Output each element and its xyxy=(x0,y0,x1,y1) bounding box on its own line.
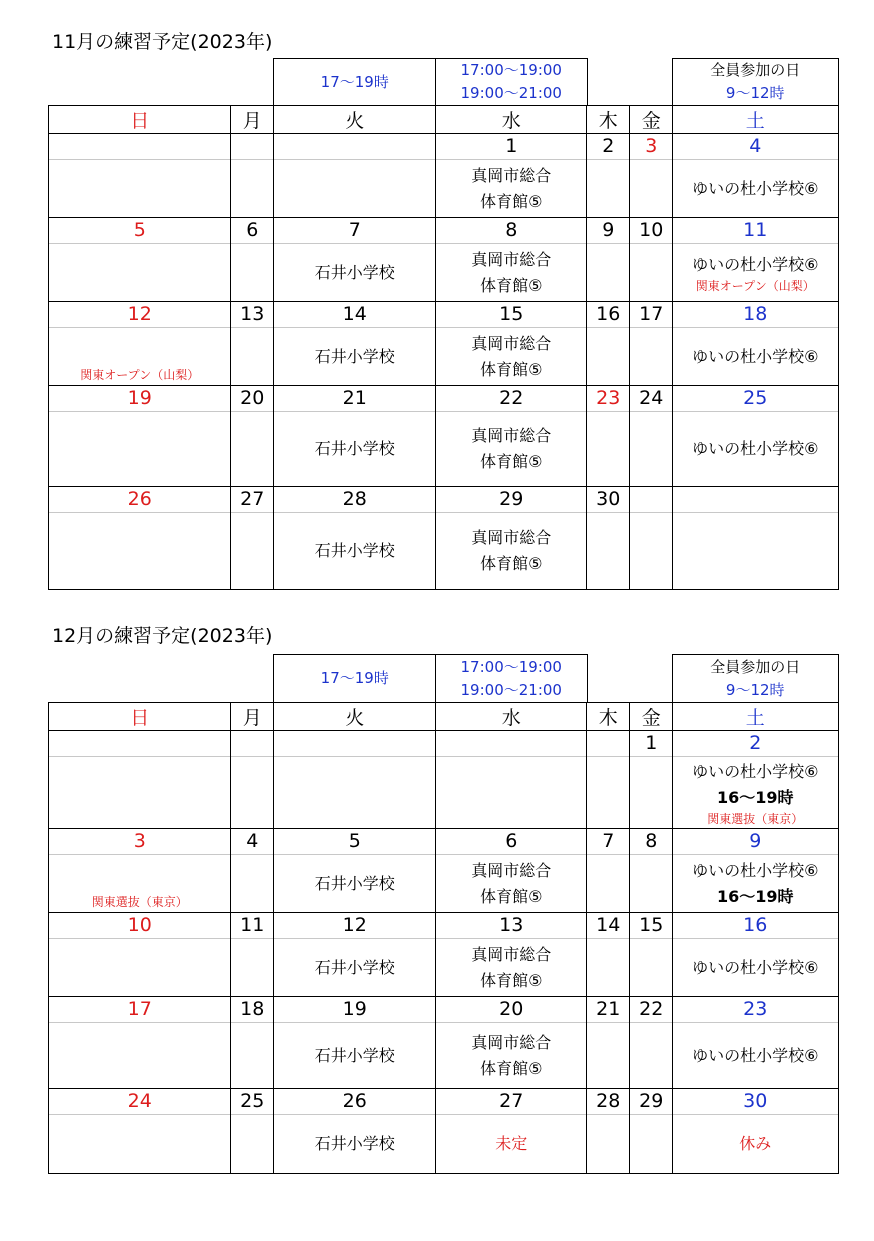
practice-venue: 体育館⑤ xyxy=(480,1058,543,1078)
day-content xyxy=(630,939,673,997)
saturday-all-member-header xyxy=(672,654,839,704)
day-content xyxy=(231,513,274,589)
day-cell-sun xyxy=(48,730,232,830)
weekday-label: 木 xyxy=(598,110,618,133)
day-content xyxy=(49,939,231,997)
weekday-header-fri xyxy=(629,105,674,135)
day-content xyxy=(274,328,436,386)
day-cell-sun xyxy=(48,133,232,219)
day-cell-mon xyxy=(230,385,275,488)
practice-venue: 真岡市総合 xyxy=(471,527,552,547)
day-content xyxy=(49,513,231,589)
day-number: 21 xyxy=(274,386,436,412)
day-number xyxy=(49,731,231,757)
practice-venue: 真岡市総合 xyxy=(471,426,552,446)
day-number: 5 xyxy=(49,218,231,244)
day-content xyxy=(673,939,838,997)
day-number: 20 xyxy=(436,997,587,1023)
day-cell-fri xyxy=(629,730,674,830)
practice-venue: 体育館⑤ xyxy=(480,553,543,573)
day-number: 24 xyxy=(49,1089,231,1115)
practice-venue: ゆいの杜小学校⑥ xyxy=(692,957,819,977)
practice-venue: 真岡市総合 xyxy=(471,1032,552,1052)
day-cell-wed xyxy=(435,217,588,303)
practice-venue: ゆいの杜小学校⑥ xyxy=(692,254,819,274)
day-number: 9 xyxy=(673,829,838,855)
day-cell-mon xyxy=(230,828,275,914)
day-content xyxy=(673,412,838,487)
day-number: 19 xyxy=(274,997,436,1023)
day-number: 11 xyxy=(231,913,274,939)
day-content xyxy=(231,757,274,829)
day-cell-tue xyxy=(273,1088,437,1174)
day-content xyxy=(231,855,274,913)
day-cell-sat xyxy=(672,828,839,914)
weekday-label: 水 xyxy=(501,707,521,730)
day-number: 16 xyxy=(587,302,630,328)
day-cell-sat xyxy=(672,385,839,488)
day-number: 27 xyxy=(231,487,274,513)
day-content xyxy=(274,939,436,997)
day-number: 5 xyxy=(274,829,436,855)
practice-venue: ゆいの杜小学校⑥ xyxy=(692,761,819,781)
weekday-header-thu xyxy=(586,105,631,135)
day-number: 6 xyxy=(436,829,587,855)
day-number: 17 xyxy=(630,302,673,328)
day-cell-thu xyxy=(586,133,631,219)
day-cell-tue xyxy=(273,301,437,387)
day-number: 21 xyxy=(587,997,630,1023)
day-cell-mon xyxy=(230,730,275,830)
day-cell-wed xyxy=(435,996,588,1090)
day-cell-sat xyxy=(672,912,839,998)
day-number xyxy=(630,487,673,513)
day-content xyxy=(49,160,231,218)
day-content xyxy=(274,1115,436,1173)
day-content xyxy=(436,1023,587,1089)
day-number: 25 xyxy=(231,1089,274,1115)
day-number: 28 xyxy=(274,487,436,513)
day-cell-thu xyxy=(586,730,631,830)
day-content xyxy=(630,855,673,913)
day-number: 18 xyxy=(231,997,274,1023)
day-number: 11 xyxy=(673,218,838,244)
day-cell-tue xyxy=(273,133,437,219)
day-content xyxy=(673,1023,838,1089)
day-content xyxy=(436,757,587,829)
weekday-label: 火 xyxy=(345,707,365,730)
day-number xyxy=(49,134,231,160)
weekday-label: 土 xyxy=(745,110,765,133)
weekday-header-sun xyxy=(48,105,232,135)
practice-venue: ゆいの杜小学校⑥ xyxy=(692,439,819,459)
weekday-label: 日 xyxy=(130,110,150,133)
day-cell-sat xyxy=(672,486,839,590)
practice-venue: 真岡市総合 xyxy=(471,249,552,269)
day-cell-fri xyxy=(629,385,674,488)
day-content xyxy=(587,160,630,218)
day-number: 3 xyxy=(49,829,231,855)
day-cell-tue xyxy=(273,385,437,488)
month-title: 11月の練習予定(2023年) xyxy=(52,31,273,53)
day-number: 18 xyxy=(673,302,838,328)
day-cell-thu xyxy=(586,996,631,1090)
event-note: 関東選抜（東京） xyxy=(707,811,804,826)
day-content xyxy=(587,513,630,589)
day-content xyxy=(587,412,630,487)
day-cell-wed xyxy=(435,912,588,998)
day-cell-mon xyxy=(230,1088,275,1174)
day-number: 2 xyxy=(587,134,630,160)
practice-venue: 石井小学校 xyxy=(314,262,395,282)
weekday-label: 火 xyxy=(345,110,365,133)
day-cell-thu xyxy=(586,486,631,590)
weekday-header-thu xyxy=(586,702,631,732)
day-cell-thu xyxy=(586,912,631,998)
day-number: 4 xyxy=(231,829,274,855)
day-content xyxy=(436,244,587,302)
practice-venue: 真岡市総合 xyxy=(471,333,552,353)
practice-venue: 体育館⑤ xyxy=(480,970,543,990)
day-content xyxy=(587,1115,630,1173)
day-cell-fri xyxy=(629,1088,674,1174)
day-content xyxy=(630,1115,673,1173)
day-content xyxy=(587,1023,630,1089)
day-content xyxy=(587,244,630,302)
day-content xyxy=(630,757,673,829)
undecided-label: 未定 xyxy=(495,1133,528,1153)
day-content xyxy=(587,855,630,913)
day-content xyxy=(630,244,673,302)
day-cell-tue xyxy=(273,912,437,998)
practice-venue: 体育館⑤ xyxy=(480,359,543,379)
day-cell-sun xyxy=(48,301,232,387)
day-number: 15 xyxy=(436,302,587,328)
day-number: 23 xyxy=(587,386,630,412)
event-note: 関東オープン（山梨） xyxy=(80,367,200,382)
day-number: 30 xyxy=(587,487,630,513)
day-cell-thu xyxy=(586,385,631,488)
day-cell-tue xyxy=(273,217,437,303)
day-content xyxy=(436,513,587,589)
day-content xyxy=(274,244,436,302)
day-content xyxy=(673,244,838,302)
day-cell-tue xyxy=(273,730,437,830)
day-content xyxy=(673,855,838,913)
day-number xyxy=(436,731,587,757)
weekday-header-sun xyxy=(48,702,232,732)
day-cell-mon xyxy=(230,912,275,998)
practice-venue: ゆいの杜小学校⑥ xyxy=(692,1045,819,1065)
day-content xyxy=(274,855,436,913)
day-cell-tue xyxy=(273,828,437,914)
day-content xyxy=(274,160,436,218)
day-content xyxy=(231,1023,274,1089)
day-cell-fri xyxy=(629,301,674,387)
practice-venue: 体育館⑤ xyxy=(480,886,543,906)
day-content xyxy=(673,160,838,218)
day-number: 14 xyxy=(587,913,630,939)
day-number xyxy=(587,731,630,757)
day-content xyxy=(587,939,630,997)
day-number: 26 xyxy=(49,487,231,513)
day-number: 29 xyxy=(630,1089,673,1115)
day-number: 30 xyxy=(673,1089,838,1115)
event-note: 関東オープン（山梨） xyxy=(695,278,815,293)
weekday-header-sat xyxy=(672,702,839,732)
special-time: 16〜19時 xyxy=(716,787,794,807)
day-content xyxy=(49,328,231,386)
day-content xyxy=(630,160,673,218)
day-number: 17 xyxy=(49,997,231,1023)
day-number: 7 xyxy=(274,218,436,244)
day-cell-sun xyxy=(48,828,232,914)
day-content xyxy=(630,1023,673,1089)
day-content xyxy=(436,855,587,913)
day-content xyxy=(231,1115,274,1173)
saturday-header-text: 9〜12時 xyxy=(725,84,785,103)
weekday-label: 金 xyxy=(641,707,661,730)
day-number: 27 xyxy=(436,1089,587,1115)
day-content xyxy=(673,513,838,589)
day-number: 24 xyxy=(630,386,673,412)
day-cell-fri xyxy=(629,996,674,1090)
day-cell-mon xyxy=(230,133,275,219)
day-number: 10 xyxy=(630,218,673,244)
day-number xyxy=(231,731,274,757)
day-content xyxy=(49,855,231,913)
day-content xyxy=(231,244,274,302)
day-number xyxy=(274,731,436,757)
tuesday-time-header xyxy=(273,58,437,107)
day-cell-sat xyxy=(672,1088,839,1174)
month-title: 12月の練習予定(2023年) xyxy=(52,625,273,647)
day-number: 14 xyxy=(274,302,436,328)
saturday-header-text: 全員参加の日 xyxy=(710,657,801,676)
wednesday-time-text: 17:00〜19:00 xyxy=(460,61,562,80)
day-number xyxy=(231,134,274,160)
day-content xyxy=(673,757,838,829)
practice-venue: 石井小学校 xyxy=(314,1133,395,1153)
weekday-header-sat xyxy=(672,105,839,135)
day-cell-sun xyxy=(48,385,232,488)
day-content xyxy=(673,1115,838,1173)
day-cell-sun xyxy=(48,217,232,303)
day-number: 29 xyxy=(436,487,587,513)
event-note: 関東選抜（東京） xyxy=(91,894,188,909)
day-cell-thu xyxy=(586,301,631,387)
day-cell-thu xyxy=(586,217,631,303)
day-number: 1 xyxy=(630,731,673,757)
day-cell-mon xyxy=(230,996,275,1090)
day-content xyxy=(630,412,673,487)
day-content xyxy=(436,939,587,997)
wednesday-time-text: 19:00〜21:00 xyxy=(460,680,562,699)
day-number: 12 xyxy=(49,302,231,328)
weekday-label: 日 xyxy=(130,707,150,730)
day-number: 3 xyxy=(630,134,673,160)
day-number: 2 xyxy=(673,731,838,757)
day-cell-fri xyxy=(629,133,674,219)
day-content xyxy=(630,328,673,386)
day-cell-tue xyxy=(273,486,437,590)
day-content xyxy=(49,244,231,302)
day-number xyxy=(673,487,838,513)
wednesday-time-header xyxy=(435,654,588,704)
special-time: 16〜19時 xyxy=(716,886,794,906)
day-number: 12 xyxy=(274,913,436,939)
day-content xyxy=(49,412,231,487)
day-number: 23 xyxy=(673,997,838,1023)
weekday-header-tue xyxy=(273,105,437,135)
day-content xyxy=(274,757,436,829)
tuesday-time-text: 17〜19時 xyxy=(320,669,389,688)
day-cell-mon xyxy=(230,486,275,590)
day-cell-wed xyxy=(435,385,588,488)
day-content xyxy=(49,757,231,829)
day-content xyxy=(436,412,587,487)
day-cell-fri xyxy=(629,912,674,998)
weekday-header-wed xyxy=(435,702,588,732)
day-cell-sat xyxy=(672,730,839,830)
day-number: 15 xyxy=(630,913,673,939)
practice-venue: 石井小学校 xyxy=(314,957,395,977)
day-cell-sun xyxy=(48,912,232,998)
day-number: 1 xyxy=(436,134,587,160)
day-number: 19 xyxy=(49,386,231,412)
day-content xyxy=(231,412,274,487)
day-cell-mon xyxy=(230,301,275,387)
day-number: 28 xyxy=(587,1089,630,1115)
day-content xyxy=(436,160,587,218)
day-content xyxy=(231,160,274,218)
day-content xyxy=(673,328,838,386)
day-cell-fri xyxy=(629,828,674,914)
practice-venue: 石井小学校 xyxy=(314,346,395,366)
day-cell-mon xyxy=(230,217,275,303)
weekday-header-wed xyxy=(435,105,588,135)
weekday-header-tue xyxy=(273,702,437,732)
day-number: 25 xyxy=(673,386,838,412)
weekday-label: 土 xyxy=(745,707,765,730)
practice-venue: 真岡市総合 xyxy=(471,944,552,964)
practice-venue: 石井小学校 xyxy=(314,540,395,560)
day-cell-sun xyxy=(48,996,232,1090)
day-content xyxy=(587,757,630,829)
day-content xyxy=(49,1115,231,1173)
day-number: 13 xyxy=(231,302,274,328)
day-number xyxy=(274,134,436,160)
day-cell-thu xyxy=(586,828,631,914)
practice-venue: ゆいの杜小学校⑥ xyxy=(692,860,819,880)
weekday-header-mon xyxy=(230,702,275,732)
day-number: 16 xyxy=(673,913,838,939)
tuesday-time-text: 17〜19時 xyxy=(320,72,389,91)
day-content xyxy=(274,412,436,487)
day-cell-fri xyxy=(629,217,674,303)
practice-venue: ゆいの杜小学校⑥ xyxy=(692,178,819,198)
weekday-label: 水 xyxy=(501,110,521,133)
wednesday-time-header xyxy=(435,58,588,107)
day-number: 4 xyxy=(673,134,838,160)
day-off-label: 休み xyxy=(739,1133,772,1153)
wednesday-time-text: 19:00〜21:00 xyxy=(460,84,562,103)
day-cell-tue xyxy=(273,996,437,1090)
practice-venue: 石井小学校 xyxy=(314,873,395,893)
day-content xyxy=(436,1115,587,1173)
practice-venue: 真岡市総合 xyxy=(471,860,552,880)
practice-venue: ゆいの杜小学校⑥ xyxy=(692,346,819,366)
day-content xyxy=(49,1023,231,1089)
day-cell-wed xyxy=(435,828,588,914)
day-cell-sat xyxy=(672,996,839,1090)
saturday-header-text: 9〜12時 xyxy=(725,680,785,699)
weekday-label: 月 xyxy=(242,110,262,133)
day-content xyxy=(274,513,436,589)
day-content xyxy=(231,328,274,386)
day-content xyxy=(436,328,587,386)
day-number: 8 xyxy=(630,829,673,855)
day-number: 26 xyxy=(274,1089,436,1115)
saturday-all-member-header xyxy=(672,58,839,107)
day-content xyxy=(274,1023,436,1089)
weekday-header-fri xyxy=(629,702,674,732)
day-number: 9 xyxy=(587,218,630,244)
day-cell-thu xyxy=(586,1088,631,1174)
day-cell-wed xyxy=(435,133,588,219)
weekday-header-mon xyxy=(230,105,275,135)
day-number: 7 xyxy=(587,829,630,855)
day-cell-sat xyxy=(672,133,839,219)
practice-venue: 体育館⑤ xyxy=(480,452,543,472)
day-content xyxy=(630,513,673,589)
day-content xyxy=(587,328,630,386)
saturday-header-text: 全員参加の日 xyxy=(710,61,801,80)
day-cell-wed xyxy=(435,301,588,387)
weekday-label: 金 xyxy=(641,110,661,133)
weekday-label: 木 xyxy=(598,707,618,730)
day-number: 20 xyxy=(231,386,274,412)
day-cell-sat xyxy=(672,301,839,387)
practice-venue: 体育館⑤ xyxy=(480,275,543,295)
practice-venue: 石井小学校 xyxy=(314,439,395,459)
tuesday-time-header xyxy=(273,654,437,704)
weekday-label: 月 xyxy=(242,707,262,730)
day-number: 22 xyxy=(436,386,587,412)
practice-venue: 石井小学校 xyxy=(314,1045,395,1065)
day-cell-sat xyxy=(672,217,839,303)
day-cell-sun xyxy=(48,1088,232,1174)
day-content xyxy=(231,939,274,997)
day-number: 8 xyxy=(436,218,587,244)
day-number: 13 xyxy=(436,913,587,939)
day-number: 6 xyxy=(231,218,274,244)
day-number: 22 xyxy=(630,997,673,1023)
day-cell-wed xyxy=(435,730,588,830)
practice-venue: 真岡市総合 xyxy=(471,165,552,185)
wednesday-time-text: 17:00〜19:00 xyxy=(460,657,562,676)
day-cell-wed xyxy=(435,1088,588,1174)
day-cell-wed xyxy=(435,486,588,590)
day-cell-sun xyxy=(48,486,232,590)
day-number: 10 xyxy=(49,913,231,939)
practice-venue: 体育館⑤ xyxy=(480,191,543,211)
day-cell-fri xyxy=(629,486,674,590)
